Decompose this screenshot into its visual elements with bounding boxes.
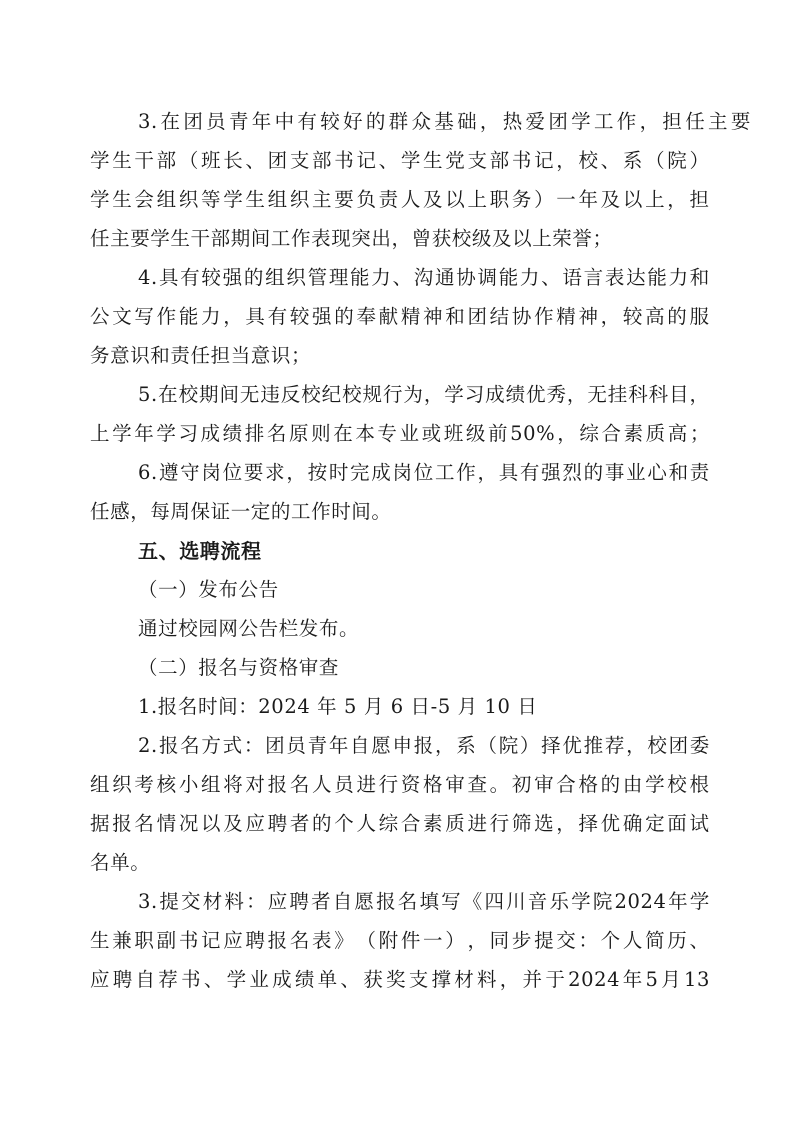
line-item-6-start: 6. 遵 守 岗 位 要 求 ， 按 时 完 成 岗 位 工 作 ， 具 有 强 烈 的 事 业 心 和 责 bbox=[138, 461, 710, 484]
subsection-heading: （一）发布公告 bbox=[138, 578, 279, 601]
body-line: 公 文 写 作 能 力 ， 具 有 较 强 的 奉 献 精 神 和 团 结 协 作 精 神 ， 较 高 的 服 bbox=[90, 305, 710, 328]
body-line: 通过校园网公告栏发布。 bbox=[138, 617, 360, 640]
body-line: 学 生 干 部 （ 班 长 、 团 支 部 书 记 、 学 生 党 支 部 书 记 ， 校 、 系 （ 院 ） bbox=[90, 149, 710, 172]
body-line: 据 报 名 情 况 以 及 应 聘 者 的 个 人 综 合 素 质 进 行 筛 选 ， 择 优 确 定 面 试 bbox=[90, 812, 710, 835]
body-line: 生 兼 职 副 书 记 应 聘 报 名 表 》 （ 附 件 一 ） ， 同 步 提 交 ： 个 人 简 历 、 bbox=[90, 929, 710, 952]
body-line: 1.报名时间：2024 年 5 月 6 日-5 月 10 日 bbox=[138, 695, 538, 718]
line-item-5-start: 5. 在 校 期 间 无 违 反 校 纪 校 规 行 为 ， 学 习 成 绩 优 秀 ， 无 挂 科 科 目 ， bbox=[138, 383, 710, 406]
line-item-4-start: 4. 具 有 较 强 的 组 织 管 理 能 力 、 沟 通 协 调 能 力 、 语 言 表 达 能 力 和 bbox=[138, 266, 710, 289]
line-item-3b-start: 3. 提 交 材 料 ： 应 聘 者 自 愿 报 名 填 写 《 四 川 音 乐 学 院 2024 年 学 bbox=[138, 890, 710, 913]
body-line: 组 织 考 核 小 组 将 对 报 名 人 员 进 行 资 格 审 查 。 初 审 合 格 的 由 学 校 根 bbox=[90, 773, 710, 796]
body-line: 上 学 年 学 习 成 绩 排 名 原 则 在 本 专 业 或 班 级 前 50% ， 综 合 素 质 高 ； bbox=[90, 422, 710, 445]
section-heading: 五、选聘流程 bbox=[138, 539, 262, 563]
line-item-2-start: 2. 报 名 方 式 ： 团 员 青 年 自 愿 申 报 ， 系 （ 院 ） 择 优 推 荐 ， 校 团 委 bbox=[138, 734, 710, 757]
body-line: 任感，每周保证一定的工作时间。 bbox=[90, 500, 392, 523]
line-item-3-start: 3. 在 团 员 青 年 中 有 较 好 的 群 众 基 础 ， 热 爱 团 学 工 作 ， 担 任 主 要 bbox=[138, 110, 751, 133]
body-line: 务意识和责任担当意识； bbox=[90, 344, 312, 367]
body-line: 名单。 bbox=[90, 851, 151, 874]
body-line: 学 生 会 组 织 等 学 生 组 织 主 要 负 责 人 及 以 上 职 务 ） 一 年 及 以 上 ， 担 bbox=[90, 188, 710, 211]
body-line: 应 聘 自 荐 书 、 学 业 成 绩 单 、 获 奖 支 撑 材 料 ， 并 于 2024 年 5 月 13 bbox=[90, 968, 710, 991]
body-line: 任主要学生干部期间工作表现突出，曾获校级及以上荣誉； bbox=[90, 227, 613, 250]
subsection-heading: （二）报名与资格审查 bbox=[138, 656, 340, 679]
